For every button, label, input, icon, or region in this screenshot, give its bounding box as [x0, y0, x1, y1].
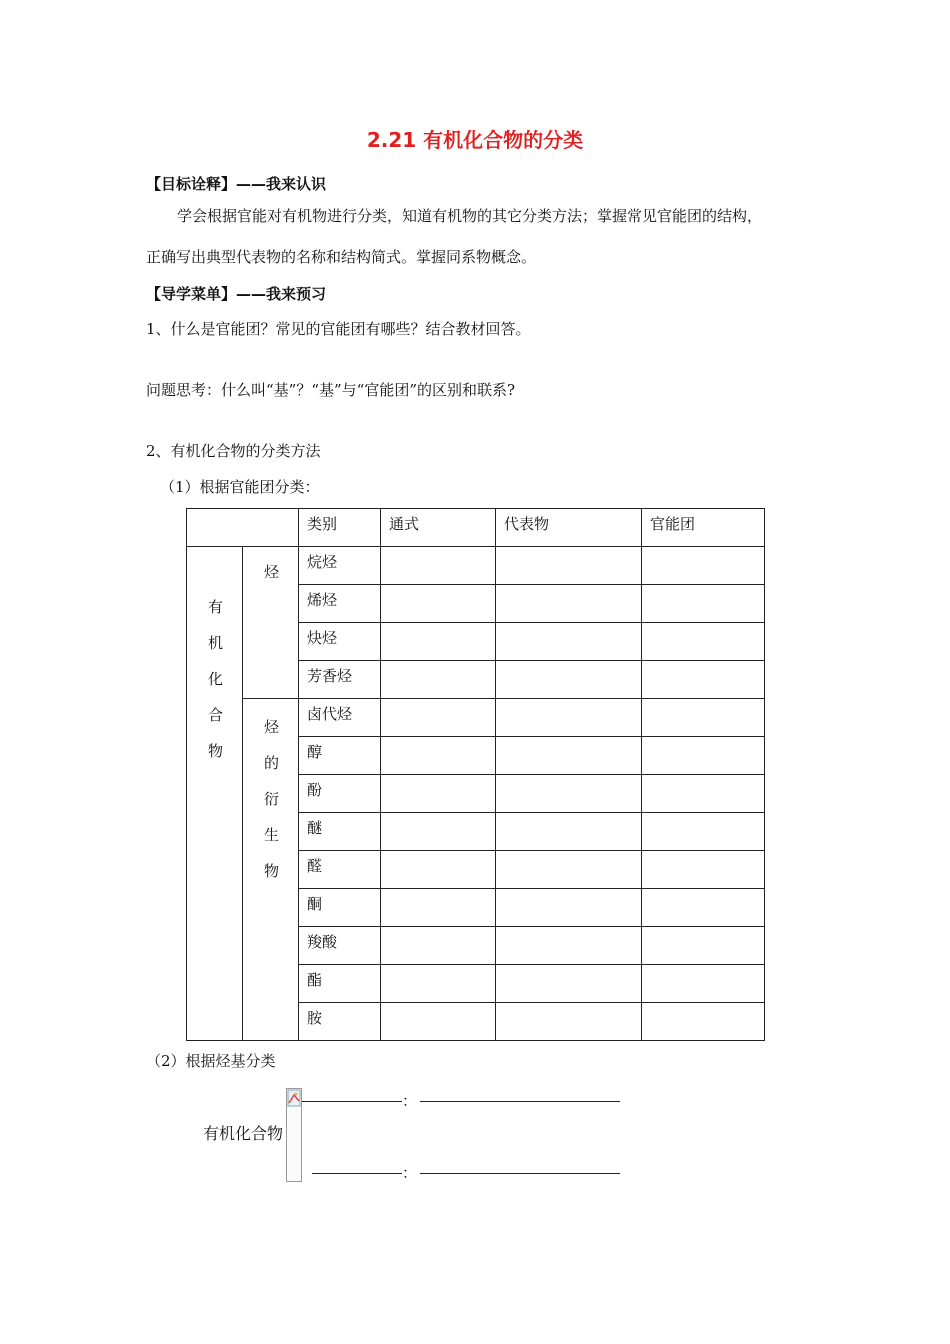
functional-group-cell[interactable]	[642, 737, 765, 775]
functional-group-cell[interactable]	[642, 889, 765, 927]
representative-cell[interactable]	[496, 547, 642, 585]
category-cell: 烯烃	[299, 585, 381, 623]
functional-group-cell[interactable]	[642, 927, 765, 965]
functional-group-cell[interactable]	[642, 813, 765, 851]
formula-cell[interactable]	[381, 889, 496, 927]
question-1: 1、什么是官能团？常见的官能团有哪些？结合教材回答。	[146, 320, 531, 338]
category-cell: 醛	[299, 851, 381, 889]
colon-1: ：	[402, 1092, 418, 1110]
representative-cell[interactable]	[496, 965, 642, 1003]
representative-cell[interactable]	[496, 813, 642, 851]
category-cell: 酚	[299, 775, 381, 813]
hydrocarbon-label: 烃	[263, 563, 279, 581]
representative-cell[interactable]	[496, 585, 642, 623]
functional-group-cell[interactable]	[642, 623, 765, 661]
question-2: 2、有机化合物的分类方法	[146, 442, 321, 460]
functional-group-cell[interactable]	[642, 965, 765, 1003]
formula-cell[interactable]	[381, 851, 496, 889]
table-row	[187, 699, 765, 737]
formula-cell[interactable]	[381, 699, 496, 737]
bottom-label: 有机化合物	[203, 1124, 284, 1143]
derivative-label: 烃的衍生物	[263, 718, 279, 880]
representative-cell[interactable]	[496, 851, 642, 889]
broken-image-icon	[287, 1089, 301, 1107]
formula-cell[interactable]	[381, 737, 496, 775]
formula-cell[interactable]	[381, 1003, 496, 1041]
header-representative: 代表物	[496, 509, 642, 547]
category-cell: 烷烃	[299, 547, 381, 585]
classification-table	[186, 508, 765, 1041]
category-cell: 炔烃	[299, 623, 381, 661]
header-formula: 通式	[381, 509, 496, 547]
blank-line-2b[interactable]	[420, 1173, 620, 1174]
header-functional-group: 官能团	[642, 509, 765, 547]
representative-cell[interactable]	[496, 737, 642, 775]
organic-compound-label-cell	[187, 547, 243, 1041]
guide-heading: 【导学菜单】——我来预习	[146, 285, 327, 303]
functional-group-cell[interactable]	[642, 775, 765, 813]
representative-cell[interactable]	[496, 927, 642, 965]
blank-line-1b[interactable]	[420, 1101, 620, 1102]
formula-cell[interactable]	[381, 547, 496, 585]
goal-paragraph-line1: 学会根据官能对有机物进行分类，知道有机物的其它分类方法；掌握常见官能团的结构，	[177, 207, 763, 225]
representative-cell[interactable]	[496, 623, 642, 661]
functional-group-cell[interactable]	[642, 1003, 765, 1041]
representative-cell[interactable]	[496, 889, 642, 927]
formula-cell[interactable]	[381, 775, 496, 813]
hydrocarbon-label-cell	[243, 547, 299, 699]
blank-line-2a[interactable]	[312, 1173, 402, 1174]
header-category: 类别	[299, 509, 381, 547]
functional-group-cell[interactable]	[642, 585, 765, 623]
functional-group-cell[interactable]	[642, 547, 765, 585]
formula-cell[interactable]	[381, 813, 496, 851]
page-title: 2.21 有机化合物的分类	[366, 128, 584, 152]
representative-cell[interactable]	[496, 661, 642, 699]
table-header-row	[187, 509, 765, 547]
think-question: 问题思考：什么叫“基”？“基”与“官能团”的区别和联系?	[146, 381, 516, 399]
category-cell: 醇	[299, 737, 381, 775]
formula-cell[interactable]	[381, 965, 496, 1003]
category-cell: 胺	[299, 1003, 381, 1041]
subsection-1: （1）根据官能团分类：	[160, 478, 320, 496]
goal-heading: 【目标诠释】——我来认识	[146, 175, 327, 193]
representative-cell[interactable]	[496, 699, 642, 737]
category-cell: 酯	[299, 965, 381, 1003]
category-cell: 羧酸	[299, 927, 381, 965]
representative-cell[interactable]	[496, 775, 642, 813]
subsection-2: （2）根据烃基分类	[146, 1052, 276, 1070]
table-row	[187, 547, 765, 585]
formula-cell[interactable]	[381, 927, 496, 965]
colon-2: ：	[402, 1164, 418, 1182]
formula-cell[interactable]	[381, 585, 496, 623]
functional-group-cell[interactable]	[642, 699, 765, 737]
table-corner-cell	[187, 509, 299, 547]
category-cell: 酮	[299, 889, 381, 927]
functional-group-cell[interactable]	[642, 851, 765, 889]
category-cell: 卤代烃	[299, 699, 381, 737]
formula-cell[interactable]	[381, 661, 496, 699]
derivative-label-cell	[243, 699, 299, 1041]
category-cell: 芳香烃	[299, 661, 381, 699]
organic-compound-label: 有机化合物	[207, 598, 223, 760]
category-cell: 醚	[299, 813, 381, 851]
brace-image-placeholder	[286, 1088, 302, 1182]
blank-line-1a[interactable]	[302, 1101, 402, 1102]
goal-paragraph-line2: 正确写出典型代表物的名称和结构简式。掌握同系物概念。	[146, 248, 537, 266]
representative-cell[interactable]	[496, 1003, 642, 1041]
formula-cell[interactable]	[381, 623, 496, 661]
functional-group-cell[interactable]	[642, 661, 765, 699]
